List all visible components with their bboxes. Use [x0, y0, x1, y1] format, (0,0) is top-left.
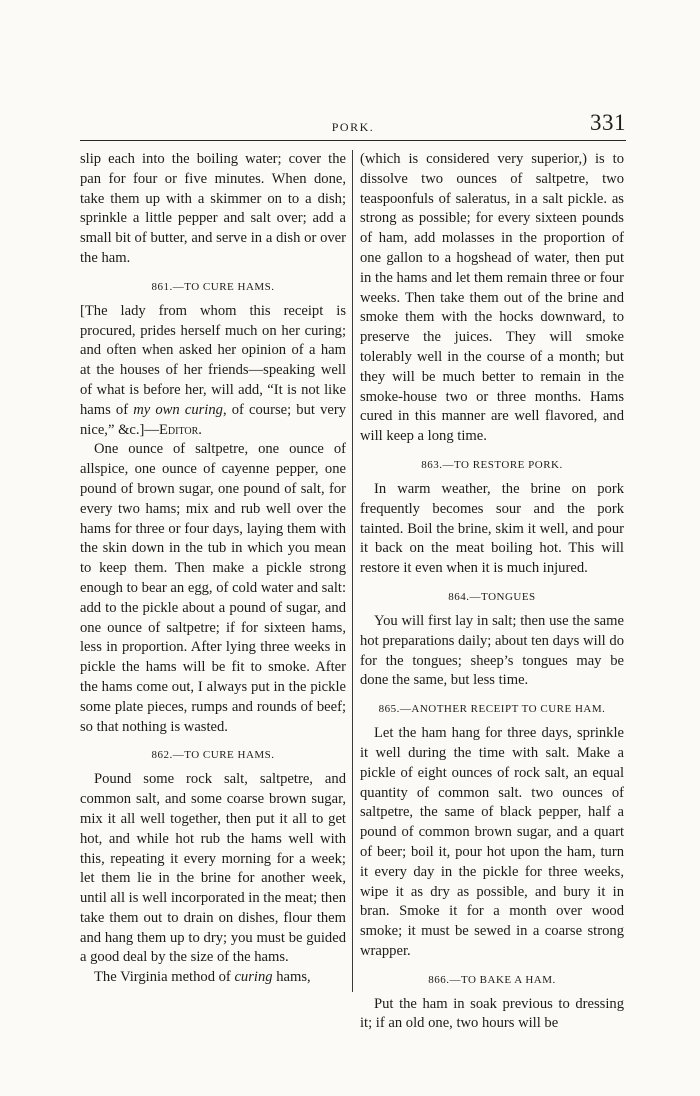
virginia-text-end: hams,	[272, 969, 311, 986]
editor-note	[80, 302, 346, 441]
page-number: 331	[590, 110, 626, 135]
recipe-body-866: Put the ham in soak previous to dressing it; if an old one, two hours will be	[360, 995, 624, 1032]
editor-signature: Editor.	[159, 421, 202, 438]
recipe-body-864: You will first lay in salt; then use the same hot preparations daily; about ten days will do for the tongues; sheep’s tongues may be done the same, but less time.	[360, 612, 624, 689]
column-divider	[352, 150, 353, 992]
editor-note-text-end: , of course; but very nice,” &c.]—	[80, 401, 347, 438]
recipe-body-865: Let the ham hang for three days, sprinkle it well during the time with salt. Make a pickle of eight ounces of rock salt, an equal quantity of common salt. two ounces of saltpetre, the same of black pepper, half a pound of common brown sugar, and a quart of beer; boil it, pour hot upon the ham, turn it every day in the pickle for three weeks, wipe it as dry as possible, and bury it in bran. Smoke it for a month over wood smoke; it must be sewed in a coarse strong wrapper.	[360, 725, 624, 959]
header-rule	[80, 140, 626, 141]
running-head	[80, 110, 626, 140]
virginia-italic: curing	[234, 969, 273, 986]
recipe-heading-863: 863.—TO RESTORE PORK.	[421, 458, 563, 471]
right-column	[360, 150, 624, 1034]
recipe-heading-861: 861.—TO CURE HAMS.	[151, 280, 275, 293]
virginia-text: The Virginia method of	[94, 969, 235, 986]
editor-note-italic: my own curing	[133, 401, 223, 418]
recipe-heading-865: 865.—ANOTHER RECEIPT TO CURE HAM.	[378, 703, 606, 716]
editor-note-text: [The lady from whom this receipt is procured, prides herself much on her curing; and often when asked her opinion of a ham at the houses of her friends—speaking well of what is before her, will add, “It is not like hams of	[80, 302, 346, 418]
recipe-body-863: In warm weather, the brine on pork frequently becomes sour and the pork tainted. Boil the brine, skim it well, and pour it back on the meat boiling hot. This will restore it even when it is much injured.	[360, 480, 624, 577]
recipe-body-862: Pound some rock salt, saltpetre, and common salt, and some coarse brown sugar, mix it all well together, then put it all to get hot, and while hot rub the hams well with this, repeating it every morning for a week; let them lie in the brine for another week, until all is well incorporated in the meat; then take them out to drain on dishes, flour them and hang them up to dry; you must be guided a good deal by the size of the hams.	[80, 771, 346, 966]
left-column	[80, 150, 346, 988]
virginia-method-paragraph	[80, 968, 346, 988]
continued-paragraph-right: (which is considered very superior,) is to dissolve two ounces of saltpetre, two teaspoonfuls of saleratus, in a salt pickle. as strong as possible; for every sixteen pounds of ham, add molasses in the proportion of one gallon to a hogshead of water, then put in the hams and let them remain three or four weeks. Then take them out of the brine and smoke them with the hocks downward, to preserve the juices. They will smoke tolerably well in the course of a month; but they will be much better to remain in the smoke-house two or three months. Hams cured in this manner are well flavored, and will keep a long time.	[360, 151, 624, 445]
recipe-body-861: One ounce of saltpetre, one ounce of allspice, one ounce of cayenne pepper, one pound of brown sugar, one pound of salt, for every two hams; mix and rub well over the hams for three or four days, laying them with the skin down in the tub in which you mean to keep them. Then make a pickle strong enough to bear an egg, of cold water and salt: add to the pickle about a pound of sugar, and one ounce of saltpetre; if for sixteen hams, less in proportion. After lying three weeks in pickle the hams will be fit to smoke. After the hams come out, I always put in the pickle some plate pieces, rumps and rounds of beef; so that nothing is wasted.	[80, 441, 346, 735]
recipe-heading-864: 864.—TONGUES	[448, 590, 536, 603]
continued-paragraph: slip each into the boiling water; cover the pan for four or five minutes. When done, take them up with a skimmer on to a dish; sprinkle a little pepper and salt over; add a small bit of butter, and serve in a dish or over the ham.	[80, 151, 346, 266]
recipe-heading-866: 866.—TO BAKE A HAM.	[428, 973, 556, 986]
recipe-heading-862: 862.—TO CURE HAMS.	[151, 749, 275, 762]
running-title: PORK.	[331, 120, 375, 134]
